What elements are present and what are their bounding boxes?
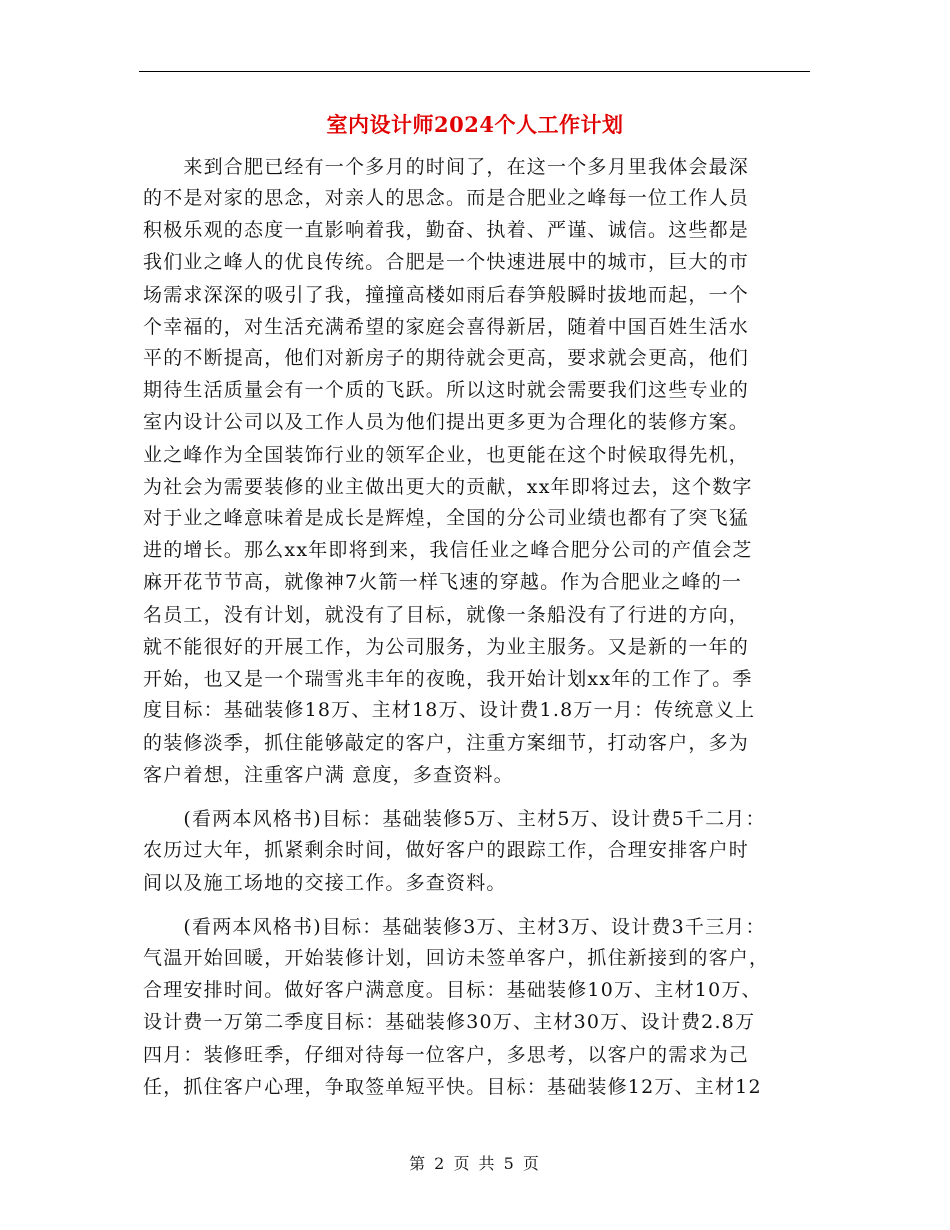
body-line: 期待生活质量会有一个质的飞跃。所以这时就会需要我们这些专业的 (143, 379, 750, 401)
body-line: 对于业之峰意味着是成长是辉煌，全国的分公司业绩也都有了突飞猛 (143, 507, 750, 529)
header-rule (139, 71, 810, 72)
body-line: 业之峰作为全国装饰行业的领军企业，也更能在这个时候取得先机， (143, 444, 750, 466)
body-line: 场需求深深的吸引了我，撞撞高楼如雨后春笋般瞬时拔地而起，一个 (143, 284, 750, 306)
body-line: (看两本风格书)目标：基础装修3万、主材3万、设计费3千三月： (143, 916, 766, 938)
body-line: 积极乐观的态度一直影响着我，勤奋、执着、严谨、诚信。这些都是 (143, 219, 750, 241)
body-line: 设计费一万第二季度目标：基础装修30万、主材30万、设计费2.8万 (143, 1011, 756, 1033)
body-line: 我们业之峰人的优良传统。合肥是一个快速进展中的城市，巨大的市 (143, 251, 750, 273)
body-line: (看两本风格书)目标：基础装修5万、主材5万、设计费5千二月： (143, 808, 766, 830)
body-line: 个幸福的，对生活充满希望的家庭会喜得新居，随着中国百姓生活水 (143, 316, 750, 338)
page-indicator: 第 2 页 共 5 页 (409, 1154, 541, 1173)
body-line: 麻开花节节高，就像神7火箭一样飞速的穿越。作为合肥业之峰的一 (143, 571, 743, 593)
body-line: 进的增长。那么xx年即将到来，我信任业之峰合肥分公司的产值会芝 (143, 539, 753, 561)
body-line: 开始，也又是一个瑞雪兆丰年的夜晚，我开始计划xx年的工作了。季 (143, 668, 753, 690)
body-line: 四月：装修旺季，仔细对待每一位客户，多思考，以客户的需求为己 (143, 1044, 750, 1066)
body-line: 平的不断提高，他们对新房子的期待就会更高，要求就会更高，他们 (143, 347, 750, 369)
body-line: 客户着想，注重客户满 意度，多查资料。 (143, 764, 514, 786)
body-line: 农历过大年，抓紧剩余时间，做好客户的跟踪工作，合理安排客户时 (143, 839, 750, 861)
body-line: 就不能很好的开展工作，为公司服务，为业主服务。又是新的一年的 (143, 636, 750, 658)
body-line: 间以及施工场地的交接工作。多查资料。 (143, 872, 507, 894)
body-line: 室内设计公司以及工作人员为他们提出更多更为合理化的装修方案。 (143, 411, 750, 433)
body-line: 名员工，没有计划，就没有了目标，就像一条船没有了行进的方向， (143, 604, 750, 626)
body-line: 来到合肥已经有一个多月的时间了，在这一个多月里我体会最深 (143, 156, 750, 178)
body-line: 气温开始回暖，开始装修计划，回访未签单客户，抓住新接到的客户， (143, 947, 770, 969)
document-title: 室内设计师2024个人工作计划 (326, 112, 624, 137)
body-line: 任，抓住客户心理，争取签单短平快。目标：基础装修12万、主材12 (143, 1076, 762, 1098)
body-line: 为社会为需要装修的业主做出更大的贡献，xx年即将过去，这个数字 (143, 476, 753, 498)
body-line: 的装修淡季，抓住能够敲定的客户，注重方案细节，打动客户，多为 (143, 732, 750, 754)
body-line: 度目标：基础装修18万、主材18万、设计费1.8万一月：传统意义上 (143, 699, 756, 721)
body-line: 的不是对家的思念，对亲人的思念。而是合肥业之峰每一位工作人员 (143, 187, 750, 209)
body-line: 合理安排时间。做好客户满意度。目标：基础装修10万、主材10万、 (143, 979, 762, 1001)
